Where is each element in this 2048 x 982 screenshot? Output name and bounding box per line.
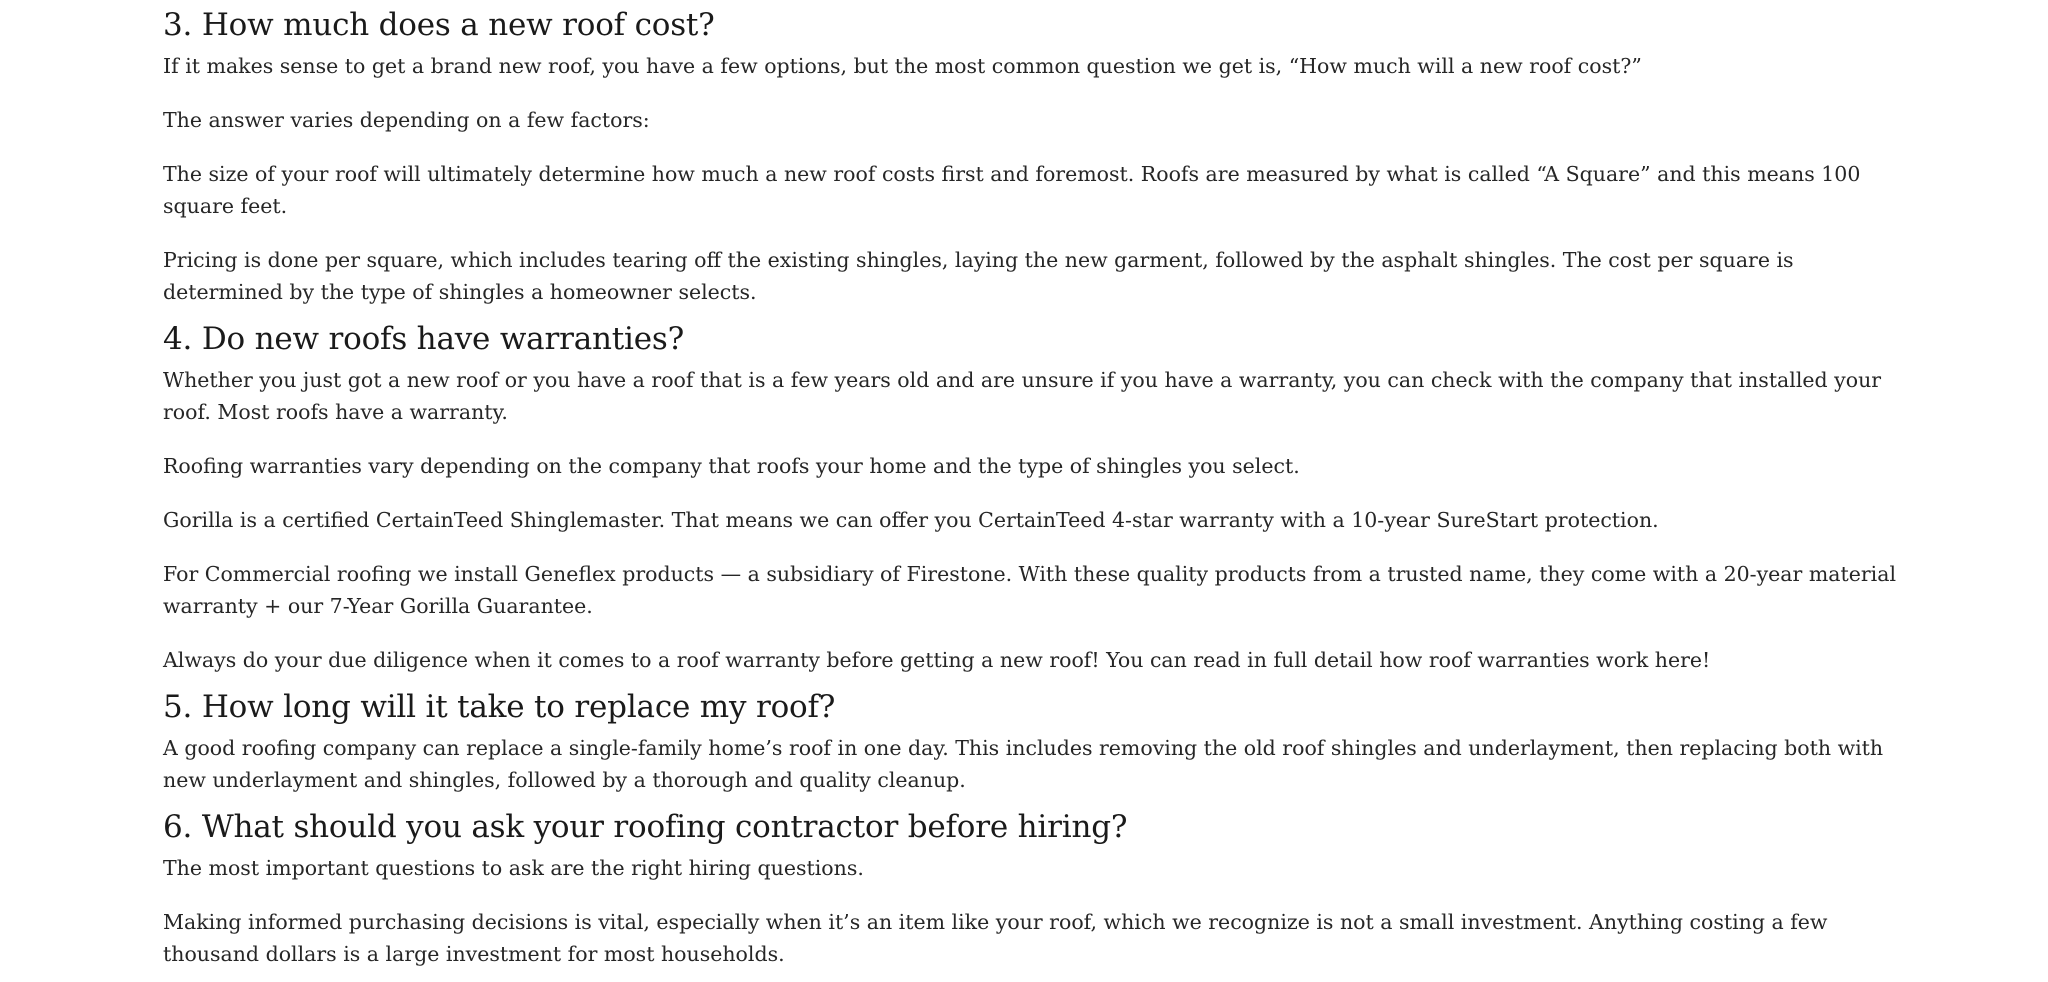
article-body [163, 0, 1903, 982]
faq-section-replace-time [163, 688, 1903, 796]
paragraph: A good roofing company can replace a single-family home’s roof in one day. This includes removing the old roof shingles and underlayment, then replacing both with new underlayment and shingles, followed by a thorough and quality cleanup. [163, 736, 1884, 792]
paragraph: Pricing is done per square, which includes tearing off the existing shingles, laying the new garment, followed by the asphalt shingles. The cost per square is determined by the type of shingles a homeowner selects. [163, 248, 1794, 304]
paragraph: For Commercial roofing we install Geneflex products — a subsidiary of Firestone. With these quality products from a trusted name, they come with a 20-year material warranty + our 7-Year Gorilla Guarantee. [163, 562, 1897, 618]
paragraph: Roofing warranties vary depending on the company that roofs your home and the type of shingles you select. [163, 454, 1300, 478]
faq-section-warranties [163, 320, 1903, 676]
paragraph: Whether you just got a new roof or you have a roof that is a few years old and are unsure if you have a warranty, you can check with the company that installed your roof. Most roofs have a warranty. [163, 368, 1882, 424]
faq-section-contractor-questions [163, 808, 1903, 970]
section-heading: 5. How long will it take to replace my roof? [163, 689, 836, 725]
section-heading: 4. Do new roofs have warranties? [163, 321, 684, 357]
paragraph: The size of your roof will ultimately determine how much a new roof costs first and foremost. Roofs are measured by what is called “A Square” and this means 100 square feet. [163, 162, 1861, 218]
paragraph: If it makes sense to get a brand new roof, you have a few options, but the most common question we get is, “How much will a new roof cost?” [163, 54, 1642, 78]
paragraph: Gorilla is a certified CertainTeed Shinglemaster. That means we can offer you CertainTeed 4-star warranty with a 10-year SureStart protection. [163, 508, 1659, 532]
section-heading: 3. How much does a new roof cost? [163, 7, 715, 43]
paragraph: The answer varies depending on a few factors: [163, 108, 650, 132]
paragraph: Always do your due diligence when it comes to a roof warranty before getting a new roof! You can read in full detail how roof warranties work here! [163, 648, 1711, 672]
paragraph: The most important questions to ask are the right hiring questions. [163, 856, 864, 880]
faq-section-roof-cost [163, 6, 1903, 308]
paragraph: Making informed purchasing decisions is vital, especially when it’s an item like your roof, which we recognize is not a small investment. Anything costing a few thousand dollars is a large investment for most households. [163, 910, 1828, 966]
section-heading: 6. What should you ask your roofing contractor before hiring? [163, 809, 1128, 845]
